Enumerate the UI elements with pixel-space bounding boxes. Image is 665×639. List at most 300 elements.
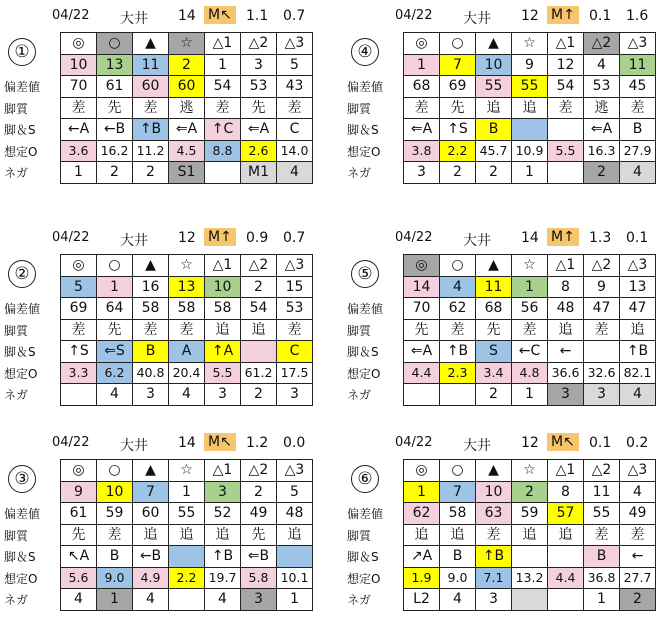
table-row (61, 255, 313, 277)
table-cell: 47 (584, 298, 620, 320)
row-label: 脚＆S (347, 550, 379, 564)
row-label: 偏差値 (4, 80, 41, 94)
table-cell: 先 (97, 97, 133, 119)
table-cell: 49 (620, 503, 656, 525)
table-cell: ← (548, 341, 584, 363)
table-cell: 55 (476, 76, 512, 98)
table-row (404, 255, 656, 277)
pace-mark-badge: M↑ (547, 228, 579, 246)
field-size: 12 (521, 435, 539, 451)
table-cell: 36.6 (548, 362, 584, 384)
index-b: 0.0 (283, 435, 306, 451)
race-panel (0, 431, 322, 631)
table-row (404, 589, 656, 611)
table-cell: ▲ (476, 460, 512, 482)
table-cell: B (476, 119, 512, 141)
table-cell (548, 546, 584, 568)
table-cell: C (277, 119, 313, 141)
index-b: 1.6 (626, 8, 649, 24)
table-cell: 9 (512, 54, 548, 76)
panel-header (343, 431, 665, 456)
race-date: 04/22 (395, 8, 433, 23)
venue-name: 大井 (463, 11, 491, 27)
index-b: 0.7 (283, 230, 306, 246)
table-cell: B (440, 546, 476, 568)
table-cell: 12 (548, 54, 584, 76)
table-cell: 20.4 (169, 362, 205, 384)
table-cell: △2 (241, 460, 277, 482)
table-cell (169, 546, 205, 568)
table-cell: 追 (548, 319, 584, 341)
table-cell: ←B (97, 119, 133, 141)
prediction-table (60, 254, 313, 406)
table-cell: 差 (584, 524, 620, 546)
table-row (404, 97, 656, 119)
table-cell (404, 384, 440, 406)
table-cell: 11 (133, 54, 169, 76)
table-row (404, 33, 656, 55)
table-cell: 60 (169, 76, 205, 98)
table-row (404, 384, 656, 406)
table-cell (169, 589, 205, 611)
table-cell: 差 (205, 97, 241, 119)
table-cell: ←C (512, 341, 548, 363)
race-date: 04/22 (395, 435, 433, 450)
table-cell: 4 (169, 384, 205, 406)
table-cell: 1 (512, 384, 548, 406)
table-cell: 追 (620, 319, 656, 341)
table-cell: 9 (61, 481, 97, 503)
table-cell (584, 341, 620, 363)
table-cell: 58 (440, 503, 476, 525)
table-cell: 追 (133, 524, 169, 546)
table-cell: 61 (97, 76, 133, 98)
table-cell: 47 (620, 298, 656, 320)
row-label: 脚＆S (347, 123, 379, 137)
race-panel (343, 4, 665, 204)
table-cell: 逃 (584, 97, 620, 119)
table-row (404, 362, 656, 384)
venue-name: 大井 (120, 11, 148, 27)
table-row (404, 276, 656, 298)
table-cell: 2 (512, 481, 548, 503)
table-cell: 15 (277, 276, 313, 298)
table-cell: 1 (97, 589, 133, 611)
table-cell: 56 (512, 298, 548, 320)
table-cell: 8 (548, 481, 584, 503)
table-row (404, 546, 656, 568)
table-cell: 1 (512, 162, 548, 184)
table-cell: 先 (241, 97, 277, 119)
table-cell: 10 (97, 481, 133, 503)
table-cell: 64 (97, 298, 133, 320)
table-cell: B (97, 546, 133, 568)
panel-header (0, 431, 322, 456)
table-cell: 10 (476, 481, 512, 503)
panel-header (343, 4, 665, 29)
table-row (61, 97, 313, 119)
row-label: ネガ (347, 166, 372, 180)
table-cell: 49 (241, 503, 277, 525)
row-label: ネガ (4, 593, 29, 607)
table-row (61, 481, 313, 503)
table-cell: 5 (277, 481, 313, 503)
table-cell: 3 (404, 162, 440, 184)
table-row (404, 119, 656, 141)
panel-header (343, 226, 665, 251)
table-cell (205, 162, 241, 184)
table-cell: 2.6 (241, 140, 277, 162)
table-cell: △3 (620, 255, 656, 277)
table-cell: ↑C (205, 119, 241, 141)
table-cell: 4 (133, 589, 169, 611)
table-row (404, 298, 656, 320)
table-cell: 3 (241, 589, 277, 611)
table-cell: ▲ (133, 255, 169, 277)
table-cell: 5.5 (205, 362, 241, 384)
table-cell: 2 (133, 162, 169, 184)
table-cell: ○ (440, 33, 476, 55)
table-cell: 7 (440, 54, 476, 76)
row-label: 脚質 (347, 101, 372, 116)
table-row (61, 503, 313, 525)
table-cell: ▲ (476, 255, 512, 277)
table-cell: ↑S (440, 119, 476, 141)
table-cell: S (476, 341, 512, 363)
table-cell: 60 (133, 76, 169, 98)
table-cell: 4 (97, 384, 133, 406)
table-cell: 8 (548, 276, 584, 298)
table-cell: ↗A (404, 546, 440, 568)
table-row (404, 481, 656, 503)
race-date: 04/22 (52, 8, 90, 23)
race-date: 04/22 (395, 230, 433, 245)
table-cell: 58 (205, 298, 241, 320)
row-label: 偏差値 (347, 507, 384, 521)
row-label: 想定O (347, 571, 381, 586)
table-cell: 4 (440, 276, 476, 298)
table-cell: ↑B (440, 341, 476, 363)
race-number: ⑥ (351, 465, 379, 493)
table-row (61, 319, 313, 341)
table-cell: 1 (61, 162, 97, 184)
table-cell (512, 546, 548, 568)
table-row (61, 567, 313, 589)
table-cell: 11 (620, 54, 656, 76)
table-cell: 69 (440, 76, 476, 98)
table-cell: 1 (169, 481, 205, 503)
table-cell: 36.8 (584, 567, 620, 589)
table-cell: 11.2 (133, 140, 169, 162)
table-row (61, 546, 313, 568)
table-row (61, 162, 313, 184)
table-cell: 追 (169, 524, 205, 546)
table-cell: 48 (548, 298, 584, 320)
table-cell: 11 (476, 276, 512, 298)
row-label: 想定O (4, 366, 38, 381)
table-cell: 2.2 (169, 567, 205, 589)
table-cell: 4 (205, 589, 241, 611)
race-number: ④ (351, 38, 379, 66)
table-cell: 1 (97, 276, 133, 298)
table-cell: 53 (277, 298, 313, 320)
pace-mark-badge: M↑ (547, 6, 579, 24)
pace-mark-badge: M↖ (547, 433, 579, 451)
table-cell: ⇐S (97, 341, 133, 363)
table-cell: 53 (241, 76, 277, 98)
table-row (404, 341, 656, 363)
table-cell: 5 (277, 54, 313, 76)
table-cell: 差 (277, 97, 313, 119)
table-cell: ○ (97, 460, 133, 482)
table-cell: 2 (476, 162, 512, 184)
prediction-table (60, 459, 313, 611)
table-cell: 27.7 (620, 567, 656, 589)
race-date: 04/22 (52, 230, 90, 245)
table-cell: ⇐B (241, 546, 277, 568)
table-cell: 3.6 (61, 140, 97, 162)
table-cell: 14 (404, 276, 440, 298)
race-number: ③ (8, 465, 36, 493)
table-cell: 4.8 (512, 362, 548, 384)
table-cell: 13 (169, 276, 205, 298)
table-cell: 追 (512, 97, 548, 119)
table-cell: 55 (169, 503, 205, 525)
table-cell: 6.2 (97, 362, 133, 384)
table-cell: 10 (476, 54, 512, 76)
table-cell (440, 384, 476, 406)
table-row (61, 524, 313, 546)
table-cell: 1 (277, 589, 313, 611)
table-cell: △2 (241, 255, 277, 277)
table-cell: ☆ (512, 33, 548, 55)
table-cell: ◎ (404, 460, 440, 482)
table-cell: A (169, 341, 205, 363)
index-a: 0.1 (589, 435, 612, 451)
table-cell: 14.0 (277, 140, 313, 162)
table-cell: 3.3 (61, 362, 97, 384)
table-cell: B (620, 119, 656, 141)
index-a: 1.1 (246, 8, 269, 24)
table-cell: 4 (620, 481, 656, 503)
table-cell: 10.1 (277, 567, 313, 589)
race-panel (343, 226, 665, 426)
table-cell: 7 (440, 481, 476, 503)
table-cell (241, 341, 277, 363)
table-cell: 57 (548, 503, 584, 525)
table-row (61, 54, 313, 76)
table-cell: △1 (548, 460, 584, 482)
table-cell: 2 (584, 162, 620, 184)
table-cell: 差 (476, 524, 512, 546)
table-cell: ⇐A (404, 119, 440, 141)
table-cell: 3 (548, 384, 584, 406)
table-cell: △3 (620, 33, 656, 55)
table-cell: 62 (440, 298, 476, 320)
table-cell: 40.8 (133, 362, 169, 384)
race-number: ⑤ (351, 260, 379, 288)
table-cell: 61 (61, 503, 97, 525)
table-cell: ←A (61, 119, 97, 141)
table-cell: B (133, 341, 169, 363)
row-label: 脚質 (4, 528, 29, 543)
table-cell: 追 (512, 524, 548, 546)
field-size: 14 (178, 435, 196, 451)
table-cell: △3 (620, 460, 656, 482)
table-cell: 11 (584, 481, 620, 503)
table-cell: ←B (133, 546, 169, 568)
table-cell: 69 (61, 298, 97, 320)
table-cell: 先 (476, 319, 512, 341)
row-label: 偏差値 (347, 80, 384, 94)
table-cell: 13 (97, 54, 133, 76)
table-cell: ◎ (61, 460, 97, 482)
table-cell: 2 (440, 162, 476, 184)
table-cell: △2 (584, 460, 620, 482)
table-cell: 3 (205, 384, 241, 406)
table-row (404, 76, 656, 98)
table-cell: 5 (61, 276, 97, 298)
table-row (61, 362, 313, 384)
table-cell: 4.5 (169, 140, 205, 162)
table-cell: 59 (512, 503, 548, 525)
table-cell: 2 (97, 162, 133, 184)
venue-name: 大井 (120, 233, 148, 249)
race-number: ① (8, 38, 36, 66)
table-cell: 差 (620, 97, 656, 119)
table-cell: 13 (620, 276, 656, 298)
table-cell: ↑B (476, 546, 512, 568)
table-row (61, 140, 313, 162)
pace-mark-badge: M↑ (204, 228, 236, 246)
table-cell: 1 (205, 54, 241, 76)
table-cell: 4 (61, 589, 97, 611)
table-cell: 差 (133, 97, 169, 119)
table-cell: 1 (404, 54, 440, 76)
table-cell: 2 (476, 384, 512, 406)
table-cell: 2 (241, 481, 277, 503)
table-cell: 4 (277, 162, 313, 184)
table-cell: △3 (277, 33, 313, 55)
table-cell: 逃 (169, 97, 205, 119)
field-size: 12 (521, 8, 539, 24)
table-cell: 45 (620, 76, 656, 98)
table-cell: 差 (548, 97, 584, 119)
table-cell: 7.1 (476, 567, 512, 589)
table-cell: ☆ (512, 255, 548, 277)
table-cell: ◎ (404, 33, 440, 55)
table-cell: ⇐A (584, 119, 620, 141)
field-size: 14 (521, 230, 539, 246)
table-cell: 差 (277, 319, 313, 341)
table-cell: ☆ (169, 33, 205, 55)
table-cell: 追 (548, 524, 584, 546)
table-cell: 先 (404, 319, 440, 341)
panel-header (0, 226, 322, 251)
table-row (61, 384, 313, 406)
table-cell: 70 (61, 76, 97, 98)
table-cell: ▲ (133, 460, 169, 482)
table-cell: 27.9 (620, 140, 656, 162)
table-cell: 4 (440, 589, 476, 611)
table-cell: △1 (205, 460, 241, 482)
pace-mark-badge: M↖ (204, 433, 236, 451)
table-cell: 19.7 (205, 567, 241, 589)
table-cell: 9.0 (97, 567, 133, 589)
table-cell: 差 (61, 319, 97, 341)
table-cell: 4 (584, 54, 620, 76)
table-cell: ↑B (133, 119, 169, 141)
venue-name: 大井 (120, 438, 148, 454)
table-cell (61, 384, 97, 406)
table-cell: △2 (584, 33, 620, 55)
table-cell: 43 (277, 76, 313, 98)
race-panel (0, 226, 322, 426)
row-label: 偏差値 (4, 507, 41, 521)
table-cell: ☆ (169, 255, 205, 277)
index-a: 0.1 (589, 8, 612, 24)
row-label: 想定O (347, 366, 381, 381)
index-b: 0.7 (283, 8, 306, 24)
table-cell (548, 589, 584, 611)
table-cell: 54 (241, 298, 277, 320)
table-cell: 追 (241, 319, 277, 341)
prediction-table (403, 254, 656, 406)
table-cell: ☆ (512, 460, 548, 482)
table-cell: 追 (205, 524, 241, 546)
table-row (404, 460, 656, 482)
table-cell: 59 (97, 503, 133, 525)
table-cell: 70 (404, 298, 440, 320)
table-cell: 4.9 (133, 567, 169, 589)
table-cell: 1 (512, 276, 548, 298)
table-cell (277, 546, 313, 568)
table-cell: △1 (205, 33, 241, 55)
table-cell: ○ (97, 255, 133, 277)
table-cell: 55 (584, 503, 620, 525)
table-cell: 先 (97, 319, 133, 341)
row-label: 脚＆S (347, 345, 379, 359)
table-row (404, 140, 656, 162)
table-cell: ↑B (620, 341, 656, 363)
field-size: 14 (178, 8, 196, 24)
table-cell: 3 (133, 384, 169, 406)
table-cell: 9 (584, 276, 620, 298)
table-cell: ▲ (133, 33, 169, 55)
table-cell: 17.5 (277, 362, 313, 384)
table-cell: 3.4 (476, 362, 512, 384)
table-cell: 先 (440, 97, 476, 119)
table-cell: 追 (205, 319, 241, 341)
venue-name: 大井 (463, 233, 491, 249)
table-cell: ⇐A (169, 119, 205, 141)
table-cell: △1 (548, 255, 584, 277)
table-cell: 差 (97, 524, 133, 546)
table-cell: 58 (133, 298, 169, 320)
table-cell: ◎ (404, 255, 440, 277)
table-cell: 45.7 (476, 140, 512, 162)
table-cell: 10 (61, 54, 97, 76)
table-cell: 4 (620, 384, 656, 406)
table-cell: 先 (61, 524, 97, 546)
table-cell: 5.5 (548, 140, 584, 162)
row-label: 脚質 (347, 323, 372, 338)
index-a: 1.2 (246, 435, 269, 451)
field-size: 12 (178, 230, 196, 246)
row-label: 脚＆S (4, 123, 36, 137)
table-cell: 5.6 (61, 567, 97, 589)
table-cell: △2 (241, 33, 277, 55)
